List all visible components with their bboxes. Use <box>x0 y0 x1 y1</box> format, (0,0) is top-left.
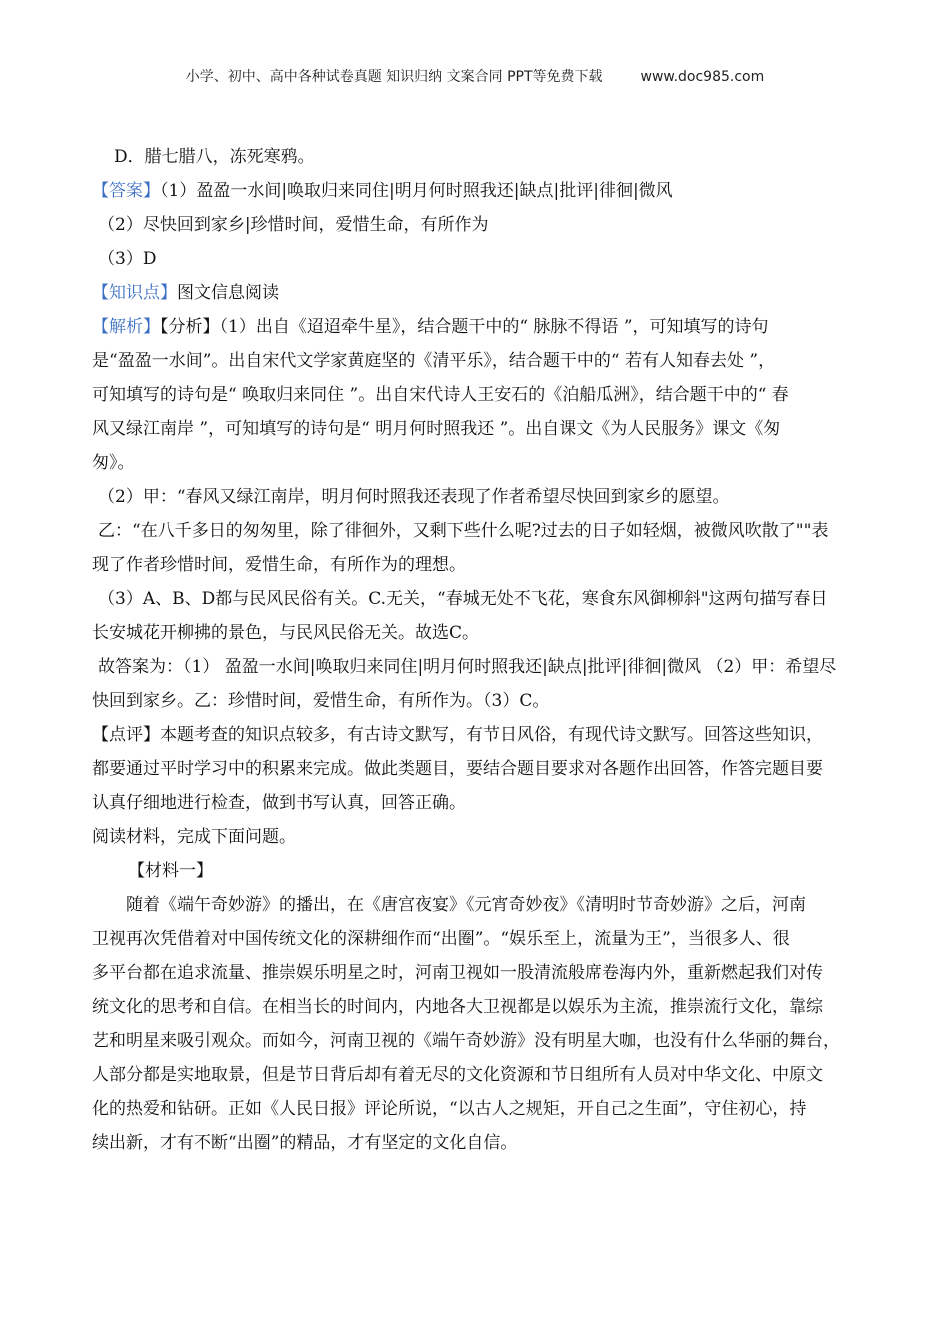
analysis-p2-line-1: （2）甲：“春风又绿江南岸，明月何时照我还表现了作者希望尽快回到家乡的愿望。 <box>98 487 730 507</box>
analysis-line-2: 是“盈盈一水间”。出自宋代文学家黄庭坚的《清平乐》，结合题干中的“ 若有人知春去处 ”， <box>92 351 776 371</box>
material-line-2: 卫视再次凭借着对中国传统文化的深耕细作而“出圈”。“娱乐至上，流量为王”，当很多人、很 <box>92 929 790 949</box>
comment-tag: 【点评】 <box>92 725 160 745</box>
final-answer-line-1: 故答案为：（1） 盈盈一水间|唤取归来同住|明月何时照我还|缺点|批评|徘徊|微风 （2）甲：希望尽 <box>98 657 837 677</box>
header-text: 小学、初中、高中各种试卷真题 知识归纳 文案合同 PPT等免费下载 <box>185 69 603 85</box>
analysis-line-4: 风又绿江南岸 ”，可知填写的诗句是“ 明月何时照我还 ”。出自课文《为人民服务》课文《匆 <box>92 419 781 439</box>
comment-line-2: 都要通过平时学习中的积累来完成。做此类题目，要结合题目要求对各题作出回答，作答完题目要 <box>92 759 823 779</box>
answer-line-3: （3）D <box>98 249 157 269</box>
material-line-8: 续出新，才有不断“出圈”的精品，才有坚定的文化自信。 <box>92 1133 518 1153</box>
answer-line-2: （2）尽快回到家乡|珍惜时间，爱惜生命，有所作为 <box>98 215 489 235</box>
final-answer-line-2: 快回到家乡。乙：珍惜时间，爱惜生命，有所作为。（3）C。 <box>92 691 550 711</box>
header-site-link[interactable]: www.doc985.com <box>640 69 765 85</box>
analysis-p2-line-2: 乙：“在八千多日的匆匆里，除了徘徊外，又剩下些什么呢?过去的日子如轻烟，被微风吹散了""表 <box>98 521 829 541</box>
analysis-line-3: 可知填写的诗句是“ 唤取归来同住 ”。出自宋代诗人王安石的《泊船瓜洲》，结合题干中的“ 春 <box>92 385 789 405</box>
knowledge-point: 【知识点】图文信息阅读 <box>92 283 279 303</box>
analysis-p2-line-3: 现了作者珍惜时间，爱惜生命，有所作为的理想。 <box>92 555 466 575</box>
reading-intro: 阅读材料，完成下面问题。 <box>92 827 296 847</box>
analysis-line-1: 【解析】【分析】（1）出自《迢迢牵牛星》，结合题干中的“ 脉脉不得语 ”，可知填写的诗句 <box>92 317 769 337</box>
material-line-6: 人部分都是实地取景，但是节日背后却有着无尽的文化资源和节日组所有人员对中华文化、中原文 <box>92 1065 823 1085</box>
analysis-p3-line-2: 长安城花开柳拂的景色，与民风民俗无关。故选C。 <box>92 623 480 643</box>
option-d: D．腊七腊八，冻死寒鸦。 <box>114 147 315 167</box>
comment-line-1: 【点评】本题考查的知识点较多，有古诗文默写，有节日风俗，有现代诗文默写。回答这些知识， <box>92 725 823 745</box>
analysis-line-5: 匆》。 <box>92 453 135 473</box>
comment-line-3: 认真仔细地进行检查，做到书写认真，回答正确。 <box>92 793 466 813</box>
analysis-p3-line-1: （3）A、B、D都与民风民俗有关。C.无关，“春城无处不飞花，寒食东风御柳斜"这两句描写春日 <box>98 589 828 609</box>
analysis-tag: 【解析】 <box>92 317 160 337</box>
knowledge-tag: 【知识点】 <box>92 283 177 303</box>
material-line-5: 艺和明星来吸引观众。而如今，河南卫视的《端午奇妙游》没有明星大咖，也没有什么华丽的舞台， <box>92 1031 840 1051</box>
material-line-1: 随着《端午奇妙游》的播出，在《唐宫夜宴》《元宵奇妙夜》《清明时节奇妙游》之后，河南 <box>126 895 806 915</box>
answer-line-1: 【答案】（1）盈盈一水间|唤取归来同住|明月何时照我还|缺点|批评|徘徊|微风 <box>92 181 673 201</box>
page-header <box>0 66 950 86</box>
document-body <box>92 140 862 1160</box>
material-line-7: 化的热爱和钻研。正如《人民日报》评论所说，“以古人之规矩，开自己之生面”，守住初心，持 <box>92 1099 807 1119</box>
answer-tag: 【答案】 <box>92 181 160 201</box>
material-line-3: 多平台都在追求流量、推崇娱乐明星之时，河南卫视如一股清流般席卷海内外，重新燃起我们对传 <box>92 963 823 983</box>
material-line-4: 统文化的思考和自信。在相当长的时间内，内地各大卫视都是以娱乐为主流，推崇流行文化，靠综 <box>92 997 823 1017</box>
material-title: 【材料一】 <box>128 861 213 881</box>
